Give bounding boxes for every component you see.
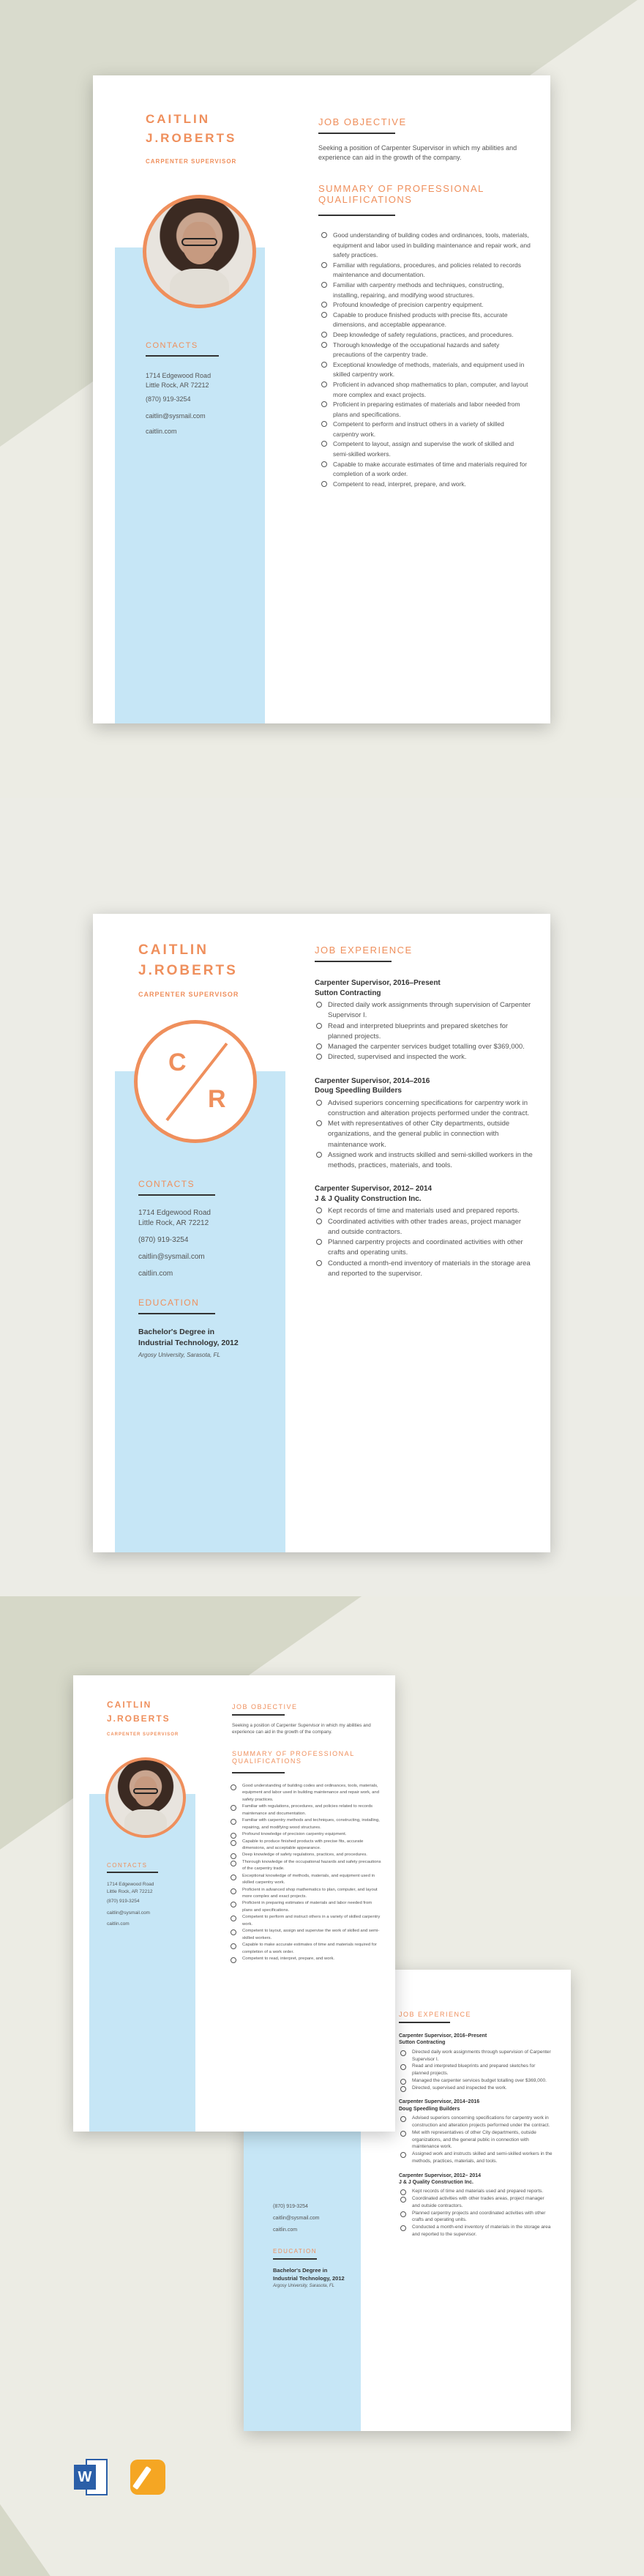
jobs-list [315,978,534,1292]
job-duty: Assigned work and instructs skilled and semi-skilled workers in the methods, practices, materials, and tools. [328,1150,534,1172]
website: caitlin.com [138,1270,173,1278]
monogram-c: C [168,1049,187,1076]
job-duty: Directed, supervised and inspected the work. [328,1052,534,1062]
summary-item: Competent to perform and instruct others in a variety of skilled carpentry work. [333,420,531,439]
sidebar-panel [89,1794,195,2132]
resume-page-one [93,75,550,723]
address-line-2: Little Rock, AR 72212 [138,1219,209,1227]
job-duties [328,1206,534,1279]
website: caitlin.com [273,2227,298,2233]
job-duty: Kept records of time and materials used and prepared reports. [412,2188,553,2195]
summary-item: Familiar with carpentry methods and techniques, constructing, installing, repairing, and modifying wood structures. [333,280,531,300]
email: caitlin@sysmail.com [146,412,206,420]
job-title: Carpenter Supervisor, 2012– 2014 [315,1185,433,1194]
job-duty: Coordinated activities with other trades areas, project manager and outside contractors. [412,2195,553,2210]
contacts-heading: CONTACTS [107,1862,148,1869]
pages-app-icon [130,2460,165,2495]
education-rule [273,2258,317,2260]
summary-item: Thorough knowledge of the occupational hazards and safety precautions of the carpentry trade. [242,1859,381,1873]
summary-item: Competent to read, interpret, prepare, and work. [242,1956,381,1962]
summary-heading: SUMMARY OF PROFESSIONAL QUALIFICATIONS [232,1750,355,1765]
degree-line-2: Industrial Technology, 2012 [138,1339,239,1347]
job-title: Carpenter Supervisor, 2014–2016 [315,1076,430,1085]
education-heading: EDUCATION [273,2248,318,2255]
job-duty: Met with representatives of other City departments, outside organizations, and the general public in connection with maintenance work. [412,2129,553,2151]
job-duty: Conducted a month-end inventory of materials in the storage area and reported to the supervisor. [412,2224,553,2238]
job-duty: Advised superiors concerning specifications for carpentry work in construction and alteration projects performed under the contract. [328,1098,534,1120]
job-title: Carpenter Supervisor, 2014–2016 [399,2099,480,2105]
education-rule [138,1313,215,1314]
section-mockup [0,1596,644,2576]
jobs-list [399,2033,553,2246]
objective-text: Seeking a position of Carpenter Supervisor in which my abilities and experience can aid in the growth of the company. [318,144,517,162]
email: caitlin@sysmail.com [273,2216,320,2221]
name-last: J.ROBERTS [146,131,237,145]
website: caitlin.com [146,428,177,435]
summary-item: Proficient in advanced shop mathematics to plan, computer, and layout more complex and exact projects. [333,380,531,400]
role-title: CARPENTER SUPERVISOR [107,1732,179,1737]
experience-rule [399,2022,450,2023]
job-duties [412,2049,553,2092]
section-page-two [0,798,644,1596]
job-duty: Conducted a month-end inventory of materials in the storage area and reported to the supervisor. [328,1259,534,1280]
summary-item: Familiar with carpentry methods and techniques, constructing, installing, repairing, and modifying wood structures. [242,1817,381,1831]
job-company: Doug Speedling Builders [399,2106,460,2112]
monogram-r: R [208,1085,226,1113]
contacts-rule [107,1872,158,1873]
address-line-1: 1714 Edgewood Road [146,372,211,379]
objective-heading: JOB OBJECTIVE [232,1703,298,1710]
job-duty: Planned carpentry projects and coordinated activities with other crafts and operating units. [328,1237,534,1259]
job-title: Carpenter Supervisor, 2016–Present [399,2033,487,2039]
summary-item: Exceptional knowledge of methods, materials, and equipment used in skilled carpentry work. [333,360,531,380]
job-company: Doug Speedling Builders [315,1087,402,1095]
job-duty: Read and interpreted blueprints and prepared sketches for planned projects. [412,2063,553,2077]
job-duty: Read and interpreted blueprints and prepared sketches for planned projects. [328,1021,534,1043]
job-company: Sutton Contracting [315,989,381,997]
summary-item: Proficient in preparing estimates of materials and labor needed from plans and specifications. [242,1900,381,1914]
summary-item: Proficient in advanced shop mathematics to plan, computer, and layout more complex and exact projects. [242,1887,381,1901]
job-entry [315,1076,534,1172]
email: caitlin@sysmail.com [107,1910,150,1916]
summary-item: Proficient in preparing estimates of materials and labor needed from plans and specifications. [333,400,531,420]
objective-rule [232,1714,285,1716]
job-duty: Met with representatives of other City departments, outside organizations, and the general public in connection with maintenance work. [328,1119,534,1150]
summary-item: Thorough knowledge of the occupational hazards and safety precautions of the carpentry trade. [333,340,531,360]
summary-item: Deep knowledge of safety regulations, practices, and procedures. [333,330,531,340]
job-entry [399,2099,553,2164]
objective-rule [318,133,395,134]
summary-item: Competent to layout, assign and supervise the work of skilled and semi-skilled workers. [242,1928,381,1942]
contacts-rule [138,1194,215,1196]
sidebar-panel [115,247,265,723]
summary-item: Deep knowledge of safety regulations, practices, and procedures. [242,1852,381,1858]
name-last: J.ROBERTS [138,963,238,978]
contacts-heading: CONTACTS [146,341,198,350]
phone: (870) 919-3254 [138,1236,189,1244]
phone: (870) 919-3254 [107,1899,140,1904]
summary-item: Competent to layout, assign and supervise the work of skilled and semi-skilled workers. [333,439,531,459]
address-line-1: 1714 Edgewood Road [138,1209,211,1217]
resume-page-two [93,914,550,1552]
summary-heading: SUMMARY OF PROFESSIONAL QUALIFICATIONS [318,183,484,205]
word-file-icon [74,2459,108,2495]
job-duty: Directed daily work assignments through supervision of Carpenter Supervisor I. [412,2049,553,2063]
experience-rule [315,961,392,962]
summary-item: Capable to produce finished products with precise fits, accurate dimensions, and acceptable appearance. [333,310,531,330]
summary-item: Competent to read, interpret, prepare, and work. [333,480,531,490]
sidebar-panel [115,1071,285,1552]
job-duty: Advised superiors concerning specifications for carpentry work in construction and alteration projects performed under the contract. [412,2115,553,2129]
address-line-2: Little Rock, AR 72212 [146,381,209,389]
summary-item: Familiar with regulations, procedures, and policies related to records maintenance and documentation. [242,1803,381,1817]
job-duty: Directed daily work assignments through supervision of Carpenter Supervisor I. [328,1000,534,1021]
phone: (870) 919-3254 [146,395,191,403]
summary-item: Capable to make accurate estimates of time and materials required for completion of a work order. [242,1942,381,1956]
role-title: CARPENTER SUPERVISOR [138,991,239,998]
experience-heading: JOB EXPERIENCE [399,2011,472,2018]
objective-heading: JOB OBJECTIVE [318,116,407,127]
word-letter: W [74,2465,96,2490]
name-first: CAITLIN [138,942,209,958]
school: Argosy University, Sarasota, FL [138,1352,220,1358]
job-duty: Managed the carpenter services budget totalling over $369,000. [328,1042,534,1052]
job-company: Sutton Contracting [399,2040,446,2046]
summary-item: Profound knowledge of precision carpentry equipment. [242,1831,381,1838]
job-duties [328,1000,534,1063]
name-first: CAITLIN [146,112,211,126]
job-duty: Coordinated activities with other trades areas, project manager and outside contractors. [328,1217,534,1238]
profile-photo [105,1757,186,1838]
job-duty: Kept records of time and materials used and prepared reports. [328,1206,534,1216]
degree-line-1: Bachelor's Degree in [273,2267,328,2274]
address-line-2: Little Rock, AR 72212 [107,1889,153,1894]
degree-line-2: Industrial Technology, 2012 [273,2275,345,2282]
section-page-one [0,0,644,798]
summary-item: Familiar with regulations, procedures, and policies related to records maintenance and documentation. [333,261,531,280]
contacts-heading: CONTACTS [138,1179,195,1189]
summary-list [333,231,531,489]
summary-item: Profound knowledge of precision carpentry equipment. [333,300,531,310]
job-entry [315,978,534,1063]
name-last: J.ROBERTS [107,1713,171,1724]
role-title: CARPENTER SUPERVISOR [146,158,237,165]
summary-rule [318,215,395,216]
job-title: Carpenter Supervisor, 2012– 2014 [399,2173,482,2178]
job-entry [399,2173,553,2238]
summary-item: Exceptional knowledge of methods, materials, and equipment used in skilled carpentry work. [242,1873,381,1887]
website: caitlin.com [107,1921,130,1927]
summary-item: Capable to make accurate estimates of time and materials required for completion of a work order. [333,460,531,480]
job-duty: Directed, supervised and inspected the work. [412,2085,553,2092]
summary-item: Competent to perform and instruct others in a variety of skilled carpentry work. [242,1914,381,1928]
address-line-1: 1714 Edgewood Road [107,1882,154,1887]
job-duty: Assigned work and instructs skilled and semi-skilled workers in the methods, practices, materials, and tools. [412,2151,553,2164]
summary-item: Good understanding of building codes and ordinances, tools, materials, equipment and labor used in building maintenance and repair work, and safety practices. [242,1783,381,1803]
experience-heading: JOB EXPERIENCE [315,945,413,956]
job-title: Carpenter Supervisor, 2016–Present [315,979,441,987]
degree-line-1: Bachelor's Degree in [138,1328,215,1336]
job-company: J & J Quality Construction Inc. [315,1194,422,1203]
job-company: J & J Quality Construction Inc. [399,2179,473,2185]
monogram [134,1020,257,1143]
phone: (870) 919-3254 [273,2204,308,2209]
job-duties [412,2188,553,2238]
job-duties [328,1098,534,1172]
job-duty: Managed the carpenter services budget totalling over $369,000. [412,2077,553,2085]
summary-list [242,1783,381,1962]
name-first: CAITLIN [107,1700,152,1710]
profile-photo [143,195,256,308]
job-entry [315,1184,534,1279]
mockup-page-one [73,1675,395,2132]
summary-item: Good understanding of building codes and ordinances, tools, materials, equipment and labor used in building maintenance and repair work, and safety practices. [333,231,531,261]
summary-item: Capable to produce finished products with precise fits, accurate dimensions, and acceptable appearance. [242,1839,381,1853]
summary-rule [232,1772,285,1773]
job-duty: Planned carpentry projects and coordinated activities with other crafts and operating units. [412,2210,553,2225]
email: caitlin@sysmail.com [138,1253,205,1261]
job-entry [399,2033,553,2091]
education-heading: EDUCATION [138,1298,200,1308]
job-duties [412,2115,553,2164]
objective-text: Seeking a position of Carpenter Supervisor in which my abilities and experience can aid in the growth of the company. [232,1723,371,1735]
contacts-rule [146,355,219,357]
school: Argosy University, Sarasota, FL [273,2284,334,2288]
